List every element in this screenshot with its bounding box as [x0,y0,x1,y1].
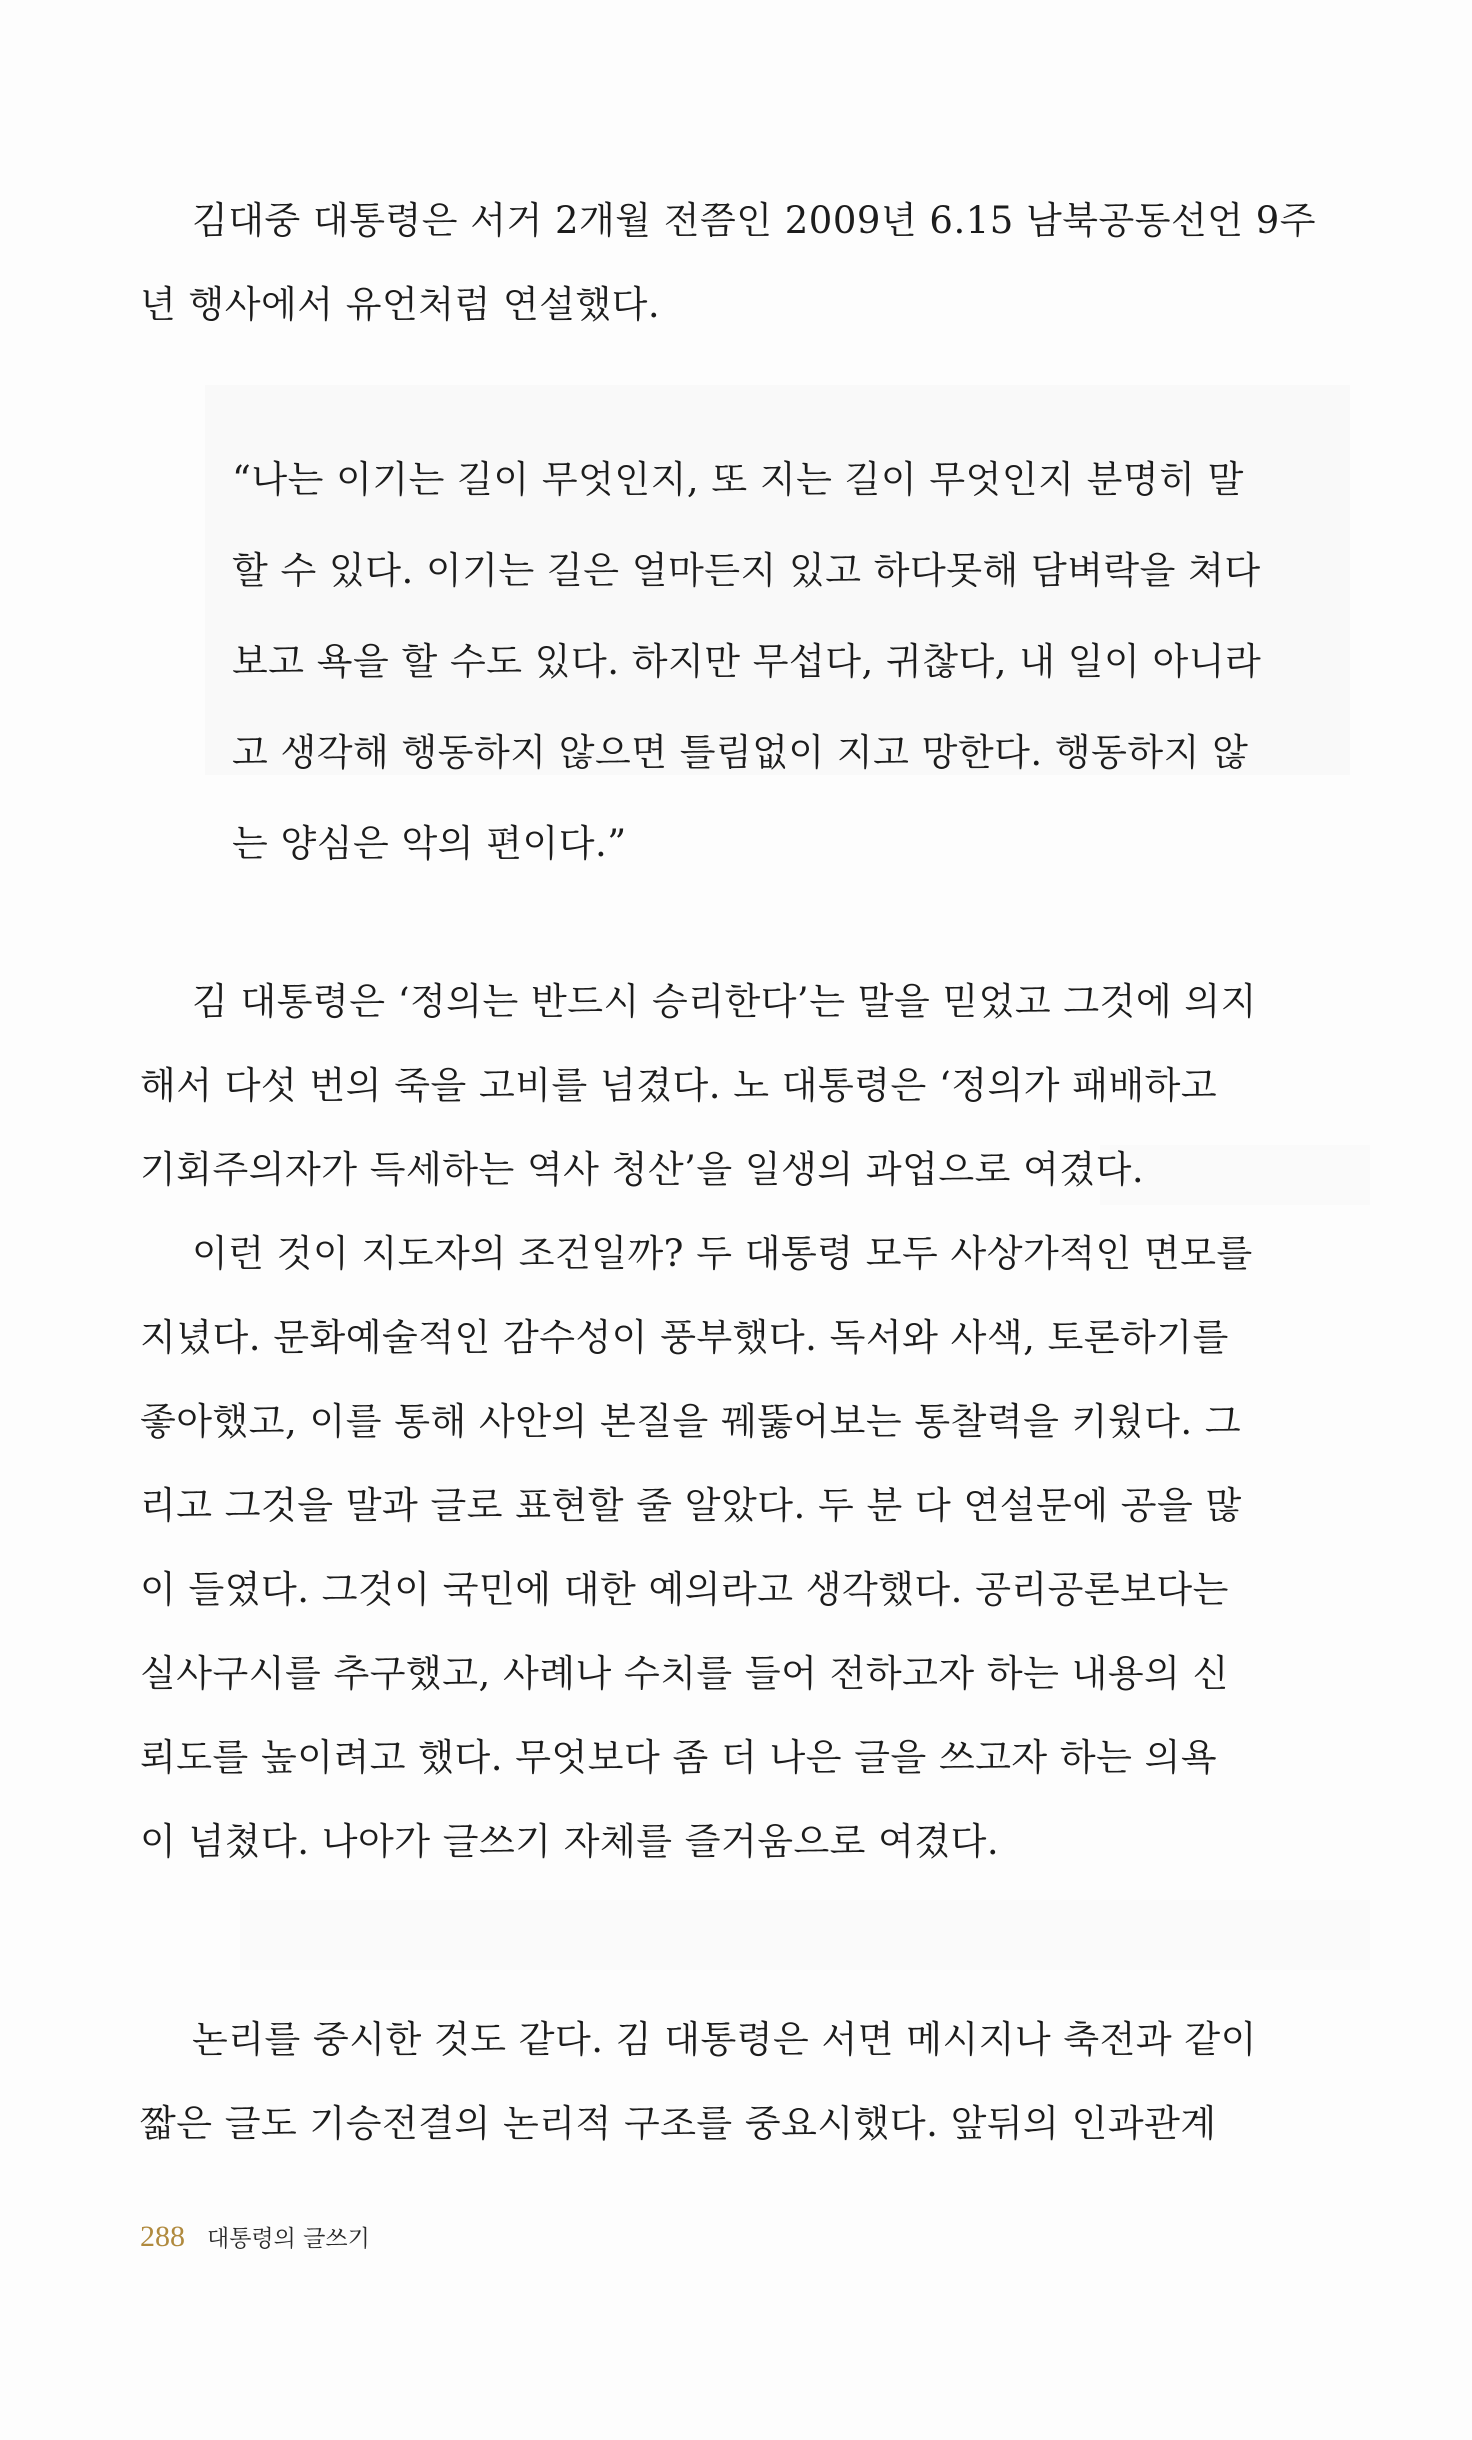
quote-line: 는 양심은 악의 편이다.” [232,822,627,865]
text-line: 뢰도를 높이려고 했다. 무엇보다 좀 더 나은 글을 쓰고자 하는 의욕 [140,1736,1218,1779]
text-line: 좋아했고, 이를 통해 사안의 본질을 꿰뚫어보는 통찰력을 키웠다. 그 [140,1400,1242,1443]
text-line: 이 들였다. 그것이 국민에 대한 예의라고 생각했다. 공리공론보다는 [140,1568,1229,1611]
text-line: 논리를 중시한 것도 같다. 김 대통령은 서면 메시지나 축전과 같이 [192,2018,1257,2061]
leadership-paragraph [140,1212,1355,1884]
text-line: 실사구시를 추구했고, 사례나 수치를 들어 전하고자 하는 내용의 신 [140,1652,1229,1695]
intro-paragraph [140,179,1355,347]
text-line: 리고 그것을 말과 글로 표현할 줄 알았다. 두 분 다 연설문에 공을 많 [140,1484,1242,1527]
text-line: 짧은 글도 기승전결의 논리적 구조를 중요시했다. 앞뒤의 인과관계 [140,2102,1217,2145]
text-line: 김 대통령은 ‘정의는 반드시 승리한다’는 말을 믿었고 그것에 의지 [192,980,1257,1023]
quote-line: “나는 이기는 길이 무엇인지, 또 지는 길이 무엇인지 분명히 말 [232,458,1244,501]
quote-line: 고 생각해 행동하지 않으면 틀림없이 지고 망한다. 행동하지 않 [232,731,1249,774]
page-number: 288 [140,2220,185,2253]
page-footer [140,2220,370,2254]
text-line: 이런 것이 지도자의 조건일까? 두 대통령 모두 사상가적인 면모를 [192,1232,1253,1275]
text-line: 해서 다섯 번의 죽을 고비를 넘겼다. 노 대통령은 ‘정의가 패배하고 [140,1064,1218,1107]
running-title: 대통령의 글쓰기 [207,2226,370,2252]
text-line: 년 행사에서 유언처럼 연설했다. [140,283,661,326]
logic-paragraph [140,1998,1355,2166]
justice-paragraph [140,960,1355,1212]
quote-line: 할 수 있다. 이기는 길은 얼마든지 있고 하다못해 담벼락을 쳐다 [232,549,1261,592]
speech-quote [232,434,1312,889]
text-line: 이 넘쳤다. 나아가 글쓰기 자체를 즐거움으로 여겼다. [140,1820,1000,1863]
text-line: 지녔다. 문화예술적인 감수성이 풍부했다. 독서와 사색, 토론하기를 [140,1316,1229,1359]
text-line: 김대중 대통령은 서거 2개월 전쯤인 2009년 6.15 남북공동선언 9주 [192,199,1317,242]
bleed-through-shadow [240,1900,1370,1970]
text-line: 기회주의자가 득세하는 역사 청산’을 일생의 과업으로 여겼다. [140,1148,1145,1191]
quote-line: 보고 욕을 할 수도 있다. 하지만 무섭다, 귀찮다, 내 일이 아니라 [232,640,1262,683]
